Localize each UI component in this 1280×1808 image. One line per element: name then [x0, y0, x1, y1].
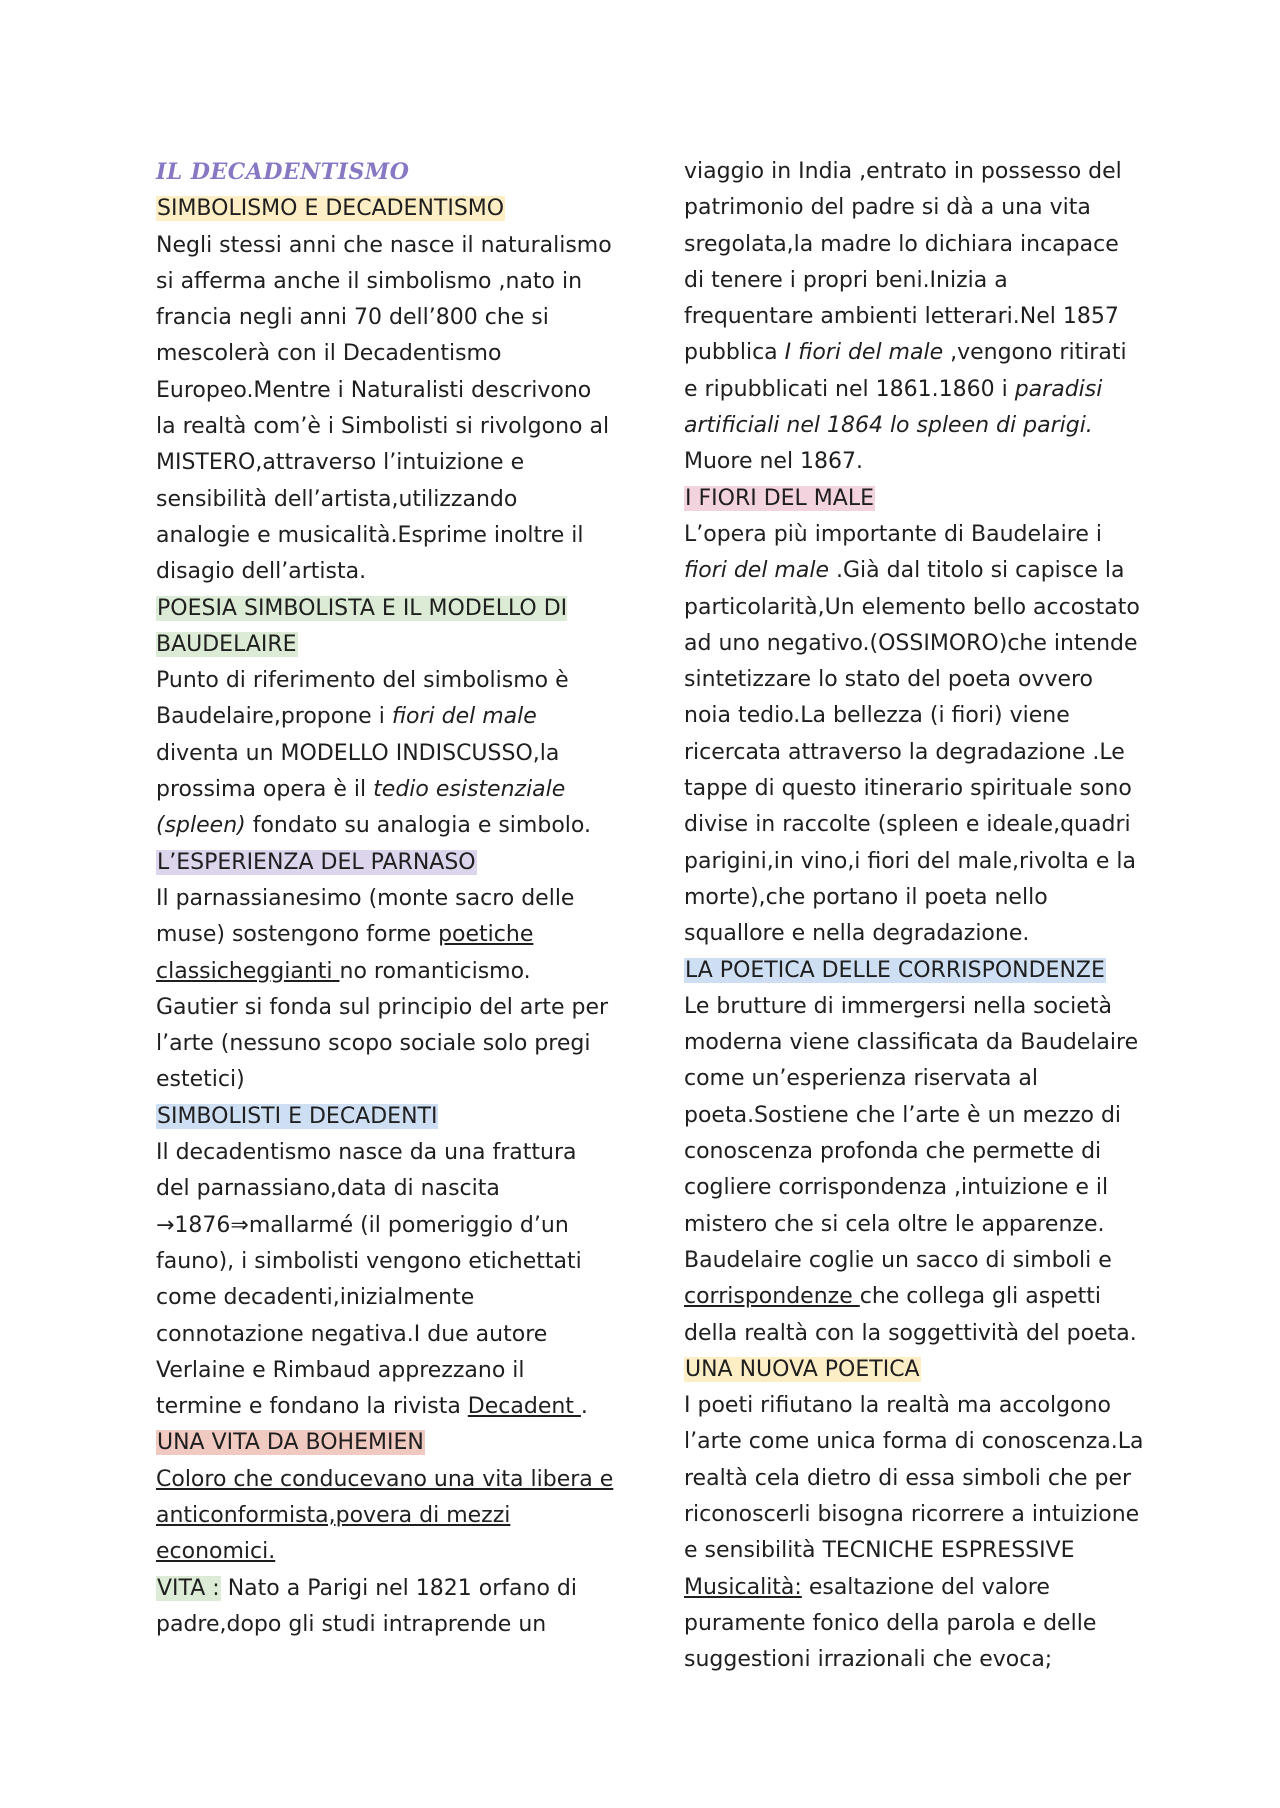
heading-poesia-simbolista: POESIA SIMBOLISTA E IL MODELLO DI BAUDELAIRE [156, 595, 568, 657]
heading-poetica-corrispondenze: LA POETICA DELLE CORRISPONDENZE [685, 957, 1105, 983]
vita-label: VITA : [157, 1575, 220, 1601]
paragraph-corrispondenze: Le brutture di immergersi nella società moderna viene classificata da Baudelaire come un’esperienza riservata al poeta.Sostiene che l’arte è un mezzo di conoscenza profonda che permette di cogliere corrispondenza ,intuizione e il mistero che si cela oltre le apparenze. Baudelaire coglie un sacco di simboli e corrispondenze che collega gli aspetti della realtà con la soggettività del poeta. [684, 993, 1139, 1346]
paragraph-bohemien: Coloro che conducevano una vita libera e anticonformista,povera di mezzi economici. [156, 1466, 614, 1565]
left-column [156, 154, 616, 1643]
heading-vita-bohemien: UNA VITA DA BOHEMIEN [157, 1430, 424, 1456]
paragraph-vita-continued: viaggio in India ,entrato in possesso del patrimonio del padre si dà a una vita sregolata,la madre lo dichiara incapace di tenere i propri beni.Inizia a frequentare ambienti letterari.Nel 1857 pubblica I fiori del male ,vengono ritirati e ripubblicati nel 1861.1860 i paradisi artificiali nel 1864 lo spleen di parigi. Muore nel 1867. [684, 159, 1127, 475]
document-title: IL DECADENTISMO [156, 159, 410, 185]
paragraph-simbolismo: Negli stessi anni che nasce il naturalismo si afferma anche il simbolismo ,nato in francia negli anni 70 dell’800 che si mescolerà con il Decadentismo Europeo.Mentre i Naturalisti descrivono la realtà com’è i Simbolisti si rivolgono al MISTERO,attraverso l’intuizione e sensibilità dell’artista,utilizzando analogie e musicalità.Esprime inoltre il disagio dell’artista. [156, 232, 612, 585]
paragraph-fiori-del-male: L’opera più importante di Baudelaire i fiori del male .Già dal titolo si capisce la particolarità,Un elemento bello accostato ad uno negativo.(OSSIMORO)che intende sintetizzare lo stato del poeta ovvero noia tedio.La bellezza (i fiori) viene ricercata attraverso la degradazione .Le tappe di questo itinerario spirituale sono divise in raccolte (spleen e ideale,quadri parigini,in vino,i fiori del male,rivolta e la morte),che portano il poeta nello squallore e nella degradazione. [684, 521, 1140, 947]
heading-simbolisti-decadenti: SIMBOLISTI E DECADENTI [157, 1103, 438, 1129]
heading-fiori-del-male: I FIORI DEL MALE [685, 485, 874, 511]
paragraph-nuova-poetica: I poeti rifiutano la realtà ma accolgono l’arte come unica forma di conoscenza.La realtà cela dietro di essa simboli che per riconoscerli bisogna ricorrere a intuizione e sensibilità TECNICHE ESPRESSIVE Musicalità: esaltazione del valore puramente fonico della parola e delle suggestioni irrazionali che evoca; [684, 1393, 1144, 1673]
heading-nuova-poetica: UNA NUOVA POETICA [685, 1356, 920, 1382]
paragraph-simbolisti-decadenti: Il decadentismo nasce da una frattura del parnassiano,data di nascita →1876⇒mallarmé (il pomeriggio d’un fauno), i simbolisti vengono etichettati come decadenti,inizialmente connotazione negativa.I due autore Verlaine e Rimbaud apprezzano il termine e fondano la rivista Decadent . [156, 1140, 588, 1420]
paragraph-poesia-simbolista: Punto di riferimento del simbolismo è Baudelaire,propone i fiori del male diventa un MODELLO INDISCUSSO,la prossima opera è il tedio esistenziale (spleen) fondato su analogia e simbolo. [156, 668, 591, 839]
paragraph-parnaso: Il parnassianesimo (monte sacro delle muse) sostengono forme poetiche classicheggianti no romanticismo. Gautier si fonda sul principio del arte per l’arte (nessuno scopo sociale solo pregi estetici) [156, 885, 609, 1093]
heading-esperienza-parnaso: L’ESPERIENZA DEL PARNASO [157, 849, 476, 875]
paragraph-vita: VITA : Nato a Parigi nel 1821 orfano di padre,dopo gli studi intraprende un [156, 1575, 577, 1637]
heading-simbolismo-decadentismo: SIMBOLISMO E DECADENTISMO [157, 196, 505, 222]
right-column [684, 154, 1144, 1678]
